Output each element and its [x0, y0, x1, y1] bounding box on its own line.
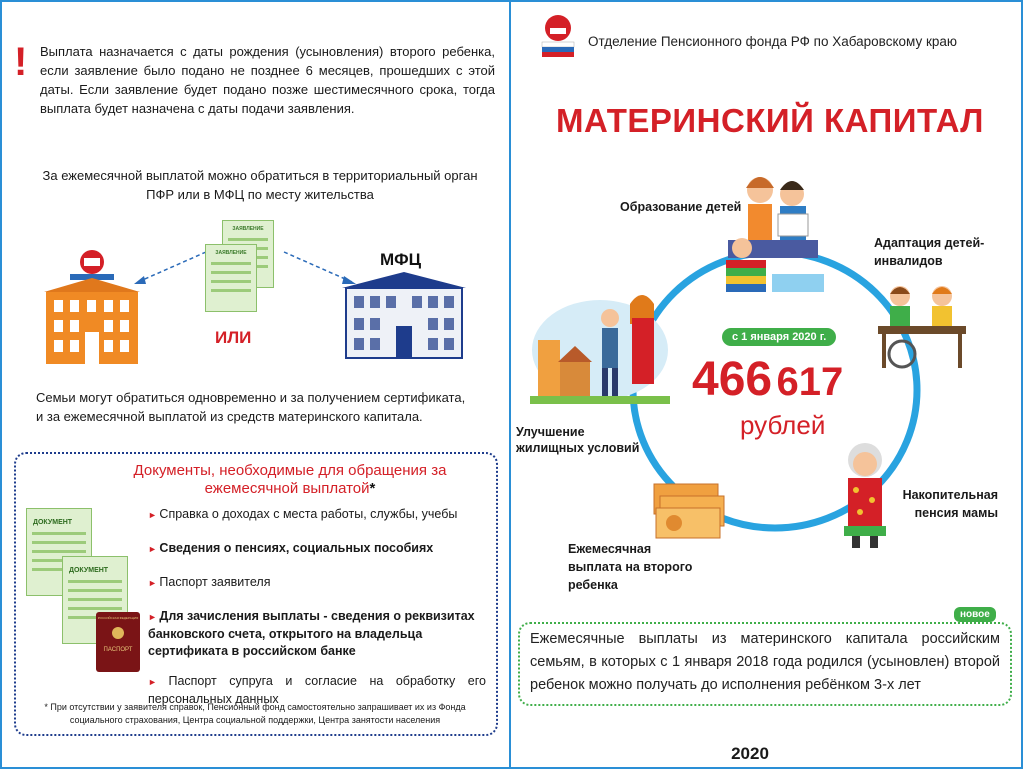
doc-item: ► Для зачисления выплаты - сведения о реквизитах банковского счета, открытого на владельца сертификата в российском банке [148, 608, 486, 660]
passport-label: ПАСПОРТ [103, 647, 133, 653]
documents-list [148, 506, 486, 721]
housing-icon [530, 290, 670, 420]
passport-icon [96, 612, 140, 672]
mfc-label: МФЦ [380, 250, 422, 269]
main-title: МАТЕРИНСКИЙ КАПИТАЛ [556, 102, 984, 139]
doc-label: ДОКУМЕНТ [33, 519, 73, 526]
form-label: ЗАЯВЛЕНИЕ [215, 250, 247, 256]
application-form-front [205, 244, 257, 312]
doc-item: ► Паспорт заявителя [148, 574, 486, 592]
doc-item: ► Паспорт супруга и согласие на обработку его персональных данных [148, 673, 486, 708]
use-education-label: Образование детей [620, 200, 742, 214]
warning-text: Выплата назначается с даты рождения (усыновления) второго ребенка, если заявление было подано не позднее 6 месяцев, прошедших с этой даты. Если заявление будет подано позже шестимесячного срока, тогда выплата будет назначена с даты подачи заявления. [40, 44, 495, 116]
apply-text: За ежемесячной выплатой можно обратиться в территориальный орган ПФР или в МФЦ по месту жительства [42, 168, 478, 202]
passport-emblem-icon [112, 627, 124, 639]
year: 2020 [731, 744, 769, 763]
disabled-children-icon [872, 282, 972, 372]
amount-main: 466 [692, 353, 773, 406]
families-text: Семьи могут обратиться одновременно и за получением сертификата, и за ежемесячной выплатой из средств материнского капитала. [36, 390, 466, 424]
documents-title [120, 462, 460, 498]
pfr-logo-icon [536, 12, 580, 60]
use-pension-label: Накопительная пенсия мамы [902, 488, 998, 520]
passport-top-label: РОССИЙСКАЯ ФЕДЕРАЦИЯ [97, 616, 139, 620]
doc-item: ► Сведения о пенсиях, социальных пособиях [148, 540, 486, 558]
org-name: Отделение Пенсионного фонда РФ по Хабаровскому краю [588, 34, 958, 49]
use-adaptation-label: Адаптация детей-инвалидов [874, 236, 985, 268]
or-label: ИЛИ [215, 328, 252, 347]
amount [692, 352, 843, 407]
banknotes-icon [652, 482, 728, 540]
new-badge: новое [954, 607, 996, 622]
grandmother-icon [832, 440, 898, 550]
documents-title-star: * [369, 480, 376, 497]
date-badge: с 1 января 2020 г. [722, 328, 836, 346]
family-reading-icon [720, 170, 830, 300]
footnote: * При отсутствии у заявителя справок, Пенсионный фонд самостоятельно запрашивает их из Фонда социального страхования, Центра социальной поддержки, Центра занятости населения [44, 702, 466, 725]
use-housing-label: Улучшение жилищных условий [516, 425, 640, 455]
use-monthly-label: Ежемесячная выплата на второго ребенка [568, 542, 693, 592]
currency: рублей [740, 410, 826, 440]
exclamation-icon: ! [14, 40, 28, 84]
doc-label: ДОКУМЕНТ [69, 567, 109, 574]
amount-sub: 617 [776, 360, 844, 404]
documents-title-text: Документы, необходимые для обращения за ежемесячной выплатой [133, 462, 447, 497]
pfr-building-icon [40, 244, 144, 368]
new-info-text: Ежемесячные выплаты из материнского капитала российским семьям, в которых с 1 января 2018 года родился (усыновлен) второй ребенок можно получать до исполнения ребёнком 3-х лет [530, 631, 1000, 693]
form-label: ЗАЯВЛЕНИЕ [232, 226, 264, 232]
mfc-building-icon [340, 270, 468, 360]
doc-item: ► Справка о доходах с места работы, службы, учебы [148, 506, 486, 524]
arrow-left-icon [130, 248, 210, 288]
